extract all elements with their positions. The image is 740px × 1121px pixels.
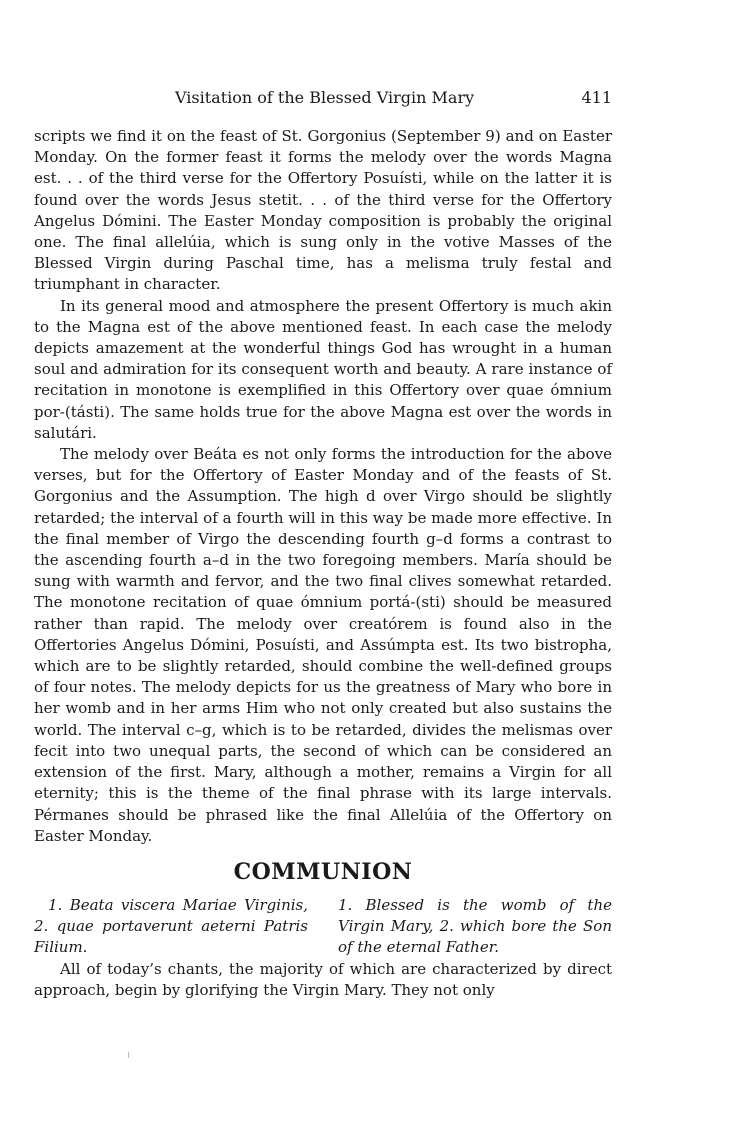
paragraph-3: The melody over Beáta es not only forms the introduction for the above verses, but for the Offertory of Easter Monday and of the feasts of St. Gorgonius and the Assumption. The high d over Virgo should be slightly retarded; the interval of a fourth will in this way be made more effective. In the final member of Virgo the descending fourth g–d forms a contrast to the ascending fourth a–d in the two foregoing members. María should be sung with warmth and fervor, and the two final clives somewhat retarded. The monotone recitation of quae ómnium portá-(sti) should be measured rather than rapid. The melody over creatórem is found also in the Offertories Angelus Dómini, Posuísti, and Assúmpta est. Its two bistropha, which are to be slightly retarded, should combine the well-defined groups of four notes. The melody depicts for us the greatness of Mary who bore in her womb and in her arms Him who not only created but also sustains the world. The interval c–g, which is to be retarded, divides the melismas over fecit into two unequal parts, the second of which can be considered an extension of the first. Mary, although a mother, remains a Virgin for all eternity; this is the theme of the final phrase with its large intervals. Pérmanes should be phrased like the final Allelúia of the Offertory on Easter Monday.	[34, 445, 612, 845]
scan-speck	[128, 1052, 129, 1058]
running-title: Visitation of the Blessed Virgin Mary	[175, 88, 475, 107]
closing-paragraph: All of today’s chants, the majority of which are characterized by direct approach, begin by glorifying the Virgin Mary. They not only	[34, 959, 612, 999]
communion-latin: 1. Beata viscera Mariae Virginis, 2. quae portaverunt aeterni Patris Filium.	[34, 895, 308, 957]
paragraph-2: In its general mood and atmosphere the present Offertory is much akin to the Magna est of the above mentioned feast. In each case the melody depicts amazement at the wonderful things God has wrought in a human soul and admiration for its consequent worth and beauty. A rare instance of recitation in monotone is exemplified in this Offertory over quae ómnium por-(tásti). The same holds true for the above Magna est over the words in salutári.	[34, 296, 612, 442]
paragraph-1: scripts we find it on the feast of St. Gorgonius (September 9) and on Easter Monday. On the former feast it forms the melody over the words Magna est. . . of the third verse for the Offertory Posuísti, while on the latter it is found over the words Jesus stetit. . . of the third verse for the Offertory Angelus Dómini. The Easter Monday composition is probably the original one. The final allelúia, which is sung only in the votive Masses of the Blessed Virgin during Paschal time, has a melisma truly festal and triumphant in character.	[34, 127, 612, 294]
section-heading: COMMUNION	[233, 858, 413, 885]
communion-text	[34, 895, 612, 959]
communion-english: 1. Blessed is the womb of the Virgin Mary, 2. which bore the Son of the eternal Father.	[338, 895, 612, 957]
page-body	[34, 126, 612, 1001]
page-number: 411	[581, 88, 612, 107]
